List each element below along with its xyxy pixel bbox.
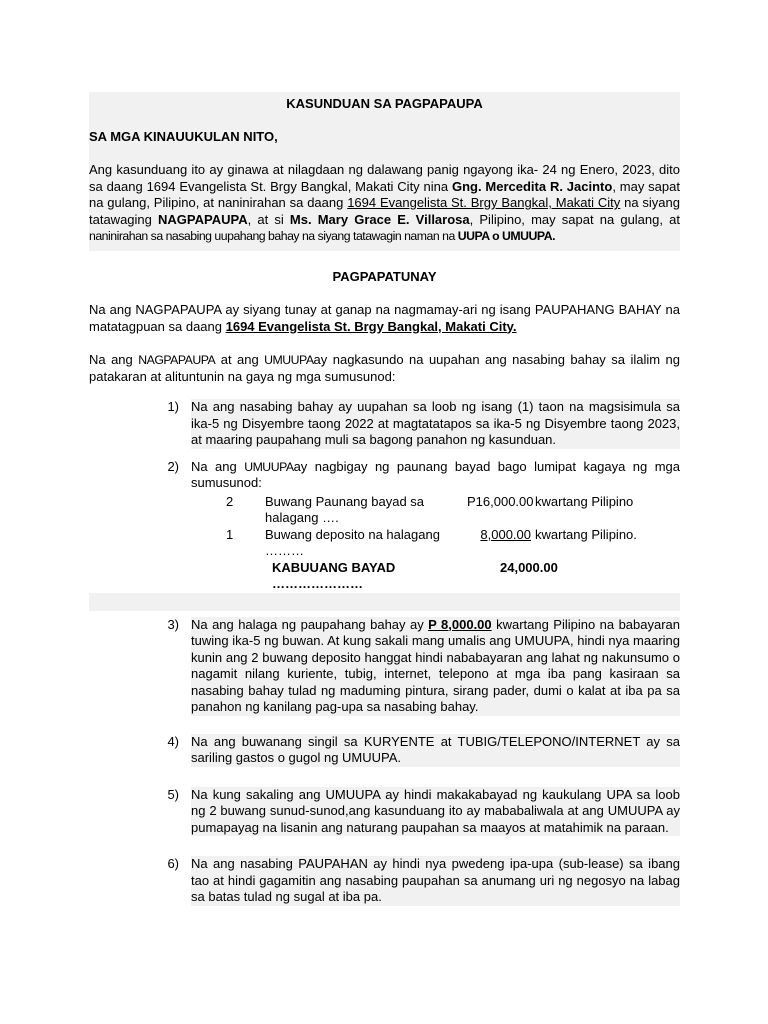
salutation: SA MGA KINAUUKULAN NITO, — [89, 128, 278, 144]
total-row: KABUUANG BAYAD ………………… 24,000.00 — [272, 559, 558, 591]
terms-list — [89, 399, 680, 906]
list-item: 3) Na ang halaga ng paupahang bahay ay P 8,000.00 kwartang Pilipino na babayaran tuwing ika-5 ng buwan. At kung sakali mang umalis ang UMUUPA, hindi nya maaring kunin ang 2 buwang deposito hanggat hindi nababayaran ang lahat ng nakunsumo o nagamit nilang kuriente, tubig, internet, telepono at mga iba pang kasiraan sa nasabing bahay tulad ng maduming pintura, sirang pader, dumi o kalat at iba pa sa panahon ng kanilang pag-upa sa nasabing bahay. — [167, 616, 681, 714]
intro-paragraph: Ang kasunduang ito ay ginawa at nilagdaan ng dalawang panig ngayong ika- 24 ng Enero, 2023, dito sa daang 1694 Evangelista St. Brgy Bangkal, Makati City nina Gng. Mercedita R. Jacinto, may sapat na gulang, Pilipino, at naninirahan sa daang 1694 Evangelista St. Brgy Bangkal, Makati City na siyang tatawaging NAGPAPAUPA, at si Ms. Mary Grace E. Villarosa, Pilipino, may sapat na gulang, at naninirahan sa nasabing uupahang bahay na siyang tatawagin naman na UUPA o UMUUPA. — [89, 162, 681, 243]
lessor-name: Gng. Mercedita R. Jacinto — [451, 178, 613, 194]
document-page — [89, 92, 680, 906]
affirmation-paragraph: Na ang NAGPAPAUPA ay siyang tunay at ganap na nagmamay-ari ng isang PAUPAHANG BAHAY na matatagpuan sa daang 1694 Evangelista St. Brgy Bangkal, Makati City. — [89, 302, 680, 334]
list-item: 4) Na ang buwanang singil sa KURYENTE at TUBIG/TELEPONO/INTERNET ay sa sariling gastos o gugol ng UMUUPA. — [167, 733, 680, 765]
document-title: KASUNDUAN SA PAGPAPAUPA — [286, 96, 483, 111]
monthly-rent: P 8,000.00 — [428, 616, 492, 632]
lessor-address: 1694 Evangelista St. Brgy Bangkal, Makati City — [347, 195, 621, 210]
agreement-paragraph: Na ang NAGPAPAUPA at ang UMUUPAay nagkasundo na uupahan ang nasabing bahay sa ilalim ng patakaran at alituntunin na gaya ng mga sumusunod: — [89, 352, 680, 384]
section-heading: PAGPAPATUNAY — [332, 268, 437, 284]
payment-table — [220, 494, 680, 593]
lessee-name: Ms. Mary Grace E. Villarosa — [289, 211, 470, 227]
table-row: 2 Buwang Paunang bayad sa halagang …. P16,000.00 kwartang Pilipino — [226, 493, 634, 525]
table-row: 1 Buwang deposito na halagang ……… 8,000.00 kwartang Pilipino. — [226, 526, 637, 558]
property-address: 1694 Evangelista St. Brgy Bangkal, Makati City. — [225, 318, 517, 334]
list-item: 6) Na ang nasabing PAUPAHAN ay hindi nya pwedeng ipa-upa (sub-lease) sa ibang tao at hindi gagamitin ang nasabing paupahan sa anumang uri ng negosyo na labag sa batas tulad ng sugal at iba pa. — [167, 856, 680, 904]
list-item: 5) Na kung sakaling ang UMUUPA ay hindi makakabayad ng kaukulang UPA sa loob ng 2 buwang sunud-sunod,ang kasunduang ito ay mababaliwala at ang UMUUPA ay pumapayag na lisanin ang naturang paupahan sa maayos at matahimik na paraan. — [167, 786, 680, 835]
total-amount: 24,000.00 — [500, 559, 558, 575]
lessor-term: NAGPAPAUPA — [158, 211, 248, 227]
list-item: 1) Na ang nasabing bahay ay uupahan sa loob ng isang (1) taon na magsisimula sa ika-5 ng Disyembre taong 2022 at magtatatapos sa ika-5 ng Disyembre taong 2023, at maaring paupahang muli sa bagong panahon ng kasunduan. — [167, 399, 680, 447]
list-item: 2) Na ang UMUUPAay nagbigay ng paunang bayad bago lumipat kagaya ng mga sumusunod: — [167, 458, 680, 490]
lessee-term: UUPA o UMUUPA. — [457, 229, 555, 243]
